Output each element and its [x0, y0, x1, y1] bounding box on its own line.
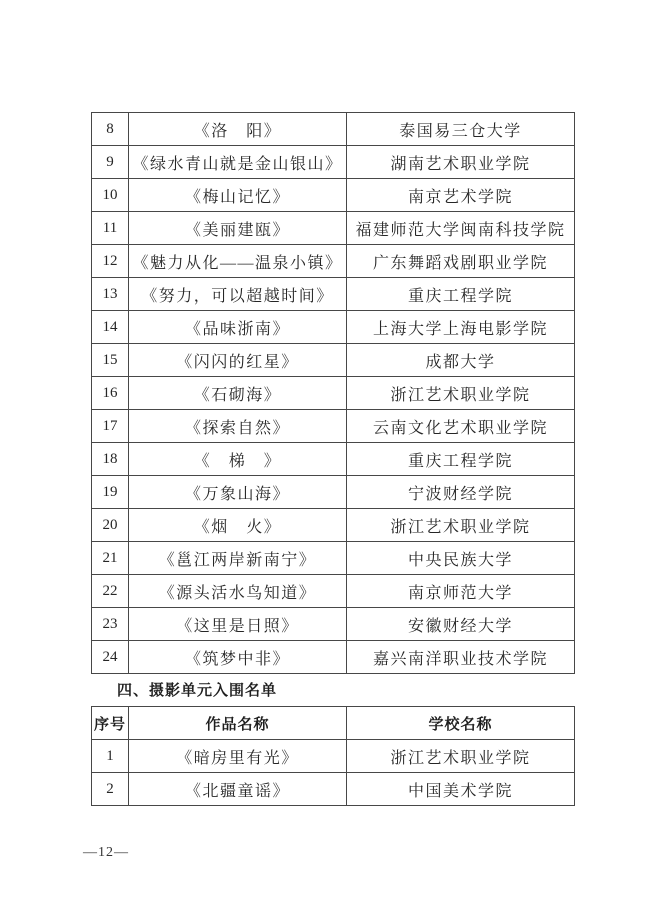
work-cell: 《源头活水鸟知道》	[129, 575, 347, 608]
no-cell: 11	[92, 212, 129, 245]
school-cell: 泰国易三仓大学	[347, 113, 575, 146]
work-cell: 《北疆童谣》	[129, 773, 347, 806]
table-row	[92, 212, 575, 245]
no-cell: 17	[92, 410, 129, 443]
table-row	[92, 245, 575, 278]
work-cell: 《努力，可以超越时间》	[129, 278, 347, 311]
work-cell: 《美丽建瓯》	[129, 212, 347, 245]
school-cell: 安徽财经大学	[347, 608, 575, 641]
work-cell: 《探索自然》	[129, 410, 347, 443]
work-cell: 《邕江两岸新南宁》	[129, 542, 347, 575]
school-cell: 浙江艺术职业学院	[347, 509, 575, 542]
work-cell: 《万象山海》	[129, 476, 347, 509]
school-cell: 福建师范大学闽南科技学院	[347, 212, 575, 245]
work-cell: 《石砌海》	[129, 377, 347, 410]
school-cell: 宁波财经学院	[347, 476, 575, 509]
work-cell: 《这里是日照》	[129, 608, 347, 641]
work-cell: 《品味浙南》	[129, 311, 347, 344]
table-row	[92, 476, 575, 509]
no-cell: 8	[92, 113, 129, 146]
page-number: —12—	[83, 845, 129, 860]
school-cell: 嘉兴南洋职业技术学院	[347, 641, 575, 674]
school-cell: 浙江艺术职业学院	[347, 377, 575, 410]
col-header-serial-number: 序号	[92, 707, 129, 740]
table-row	[92, 575, 575, 608]
table-row	[92, 146, 575, 179]
no-cell: 16	[92, 377, 129, 410]
no-cell: 20	[92, 509, 129, 542]
photography-unit-shortlist-table	[91, 706, 575, 806]
no-cell: 13	[92, 278, 129, 311]
no-cell: 24	[92, 641, 129, 674]
school-cell: 湖南艺术职业学院	[347, 146, 575, 179]
no-cell: 19	[92, 476, 129, 509]
table-row	[92, 509, 575, 542]
shortlist-table-continued	[91, 112, 575, 674]
work-cell: 《绿水青山就是金山银山》	[129, 146, 347, 179]
school-cell: 中国美术学院	[347, 773, 575, 806]
work-cell: 《暗房里有光》	[129, 740, 347, 773]
shortlist-table-body	[92, 113, 575, 674]
school-cell: 广东舞蹈戏剧职业学院	[347, 245, 575, 278]
school-cell: 南京艺术学院	[347, 179, 575, 212]
work-cell: 《洛 阳》	[129, 113, 347, 146]
school-cell: 成都大学	[347, 344, 575, 377]
no-cell: 10	[92, 179, 129, 212]
col-header-work-title: 作品名称	[129, 707, 347, 740]
no-cell: 14	[92, 311, 129, 344]
school-cell: 中央民族大学	[347, 542, 575, 575]
table-row	[92, 377, 575, 410]
table-row	[92, 179, 575, 212]
no-cell: 1	[92, 740, 129, 773]
table-row	[92, 740, 575, 773]
work-cell: 《筑梦中非》	[129, 641, 347, 674]
school-cell: 上海大学上海电影学院	[347, 311, 575, 344]
work-cell: 《 梯 》	[129, 443, 347, 476]
school-cell: 南京师范大学	[347, 575, 575, 608]
table-row	[92, 344, 575, 377]
col-header-school-name: 学校名称	[347, 707, 575, 740]
table-row	[92, 410, 575, 443]
table-row	[92, 113, 575, 146]
school-cell: 重庆工程学院	[347, 443, 575, 476]
school-cell: 浙江艺术职业学院	[347, 740, 575, 773]
table-row	[92, 443, 575, 476]
work-cell: 《烟 火》	[129, 509, 347, 542]
no-cell: 22	[92, 575, 129, 608]
school-cell: 云南文化艺术职业学院	[347, 410, 575, 443]
no-cell: 12	[92, 245, 129, 278]
work-cell: 《魅力从化——温泉小镇》	[129, 245, 347, 278]
no-cell: 21	[92, 542, 129, 575]
work-cell: 《梅山记忆》	[129, 179, 347, 212]
no-cell: 18	[92, 443, 129, 476]
table-row	[92, 278, 575, 311]
table-row	[92, 608, 575, 641]
table-header-row	[92, 707, 575, 740]
work-cell: 《闪闪的红星》	[129, 344, 347, 377]
no-cell: 23	[92, 608, 129, 641]
table-row	[92, 773, 575, 806]
table-row	[92, 641, 575, 674]
no-cell: 9	[92, 146, 129, 179]
no-cell: 15	[92, 344, 129, 377]
school-cell: 重庆工程学院	[347, 278, 575, 311]
table-row	[92, 311, 575, 344]
section-heading-photography-unit: 四、摄影单元入围名单	[117, 682, 278, 699]
table-row	[92, 542, 575, 575]
no-cell: 2	[92, 773, 129, 806]
photography-table-body	[92, 740, 575, 806]
